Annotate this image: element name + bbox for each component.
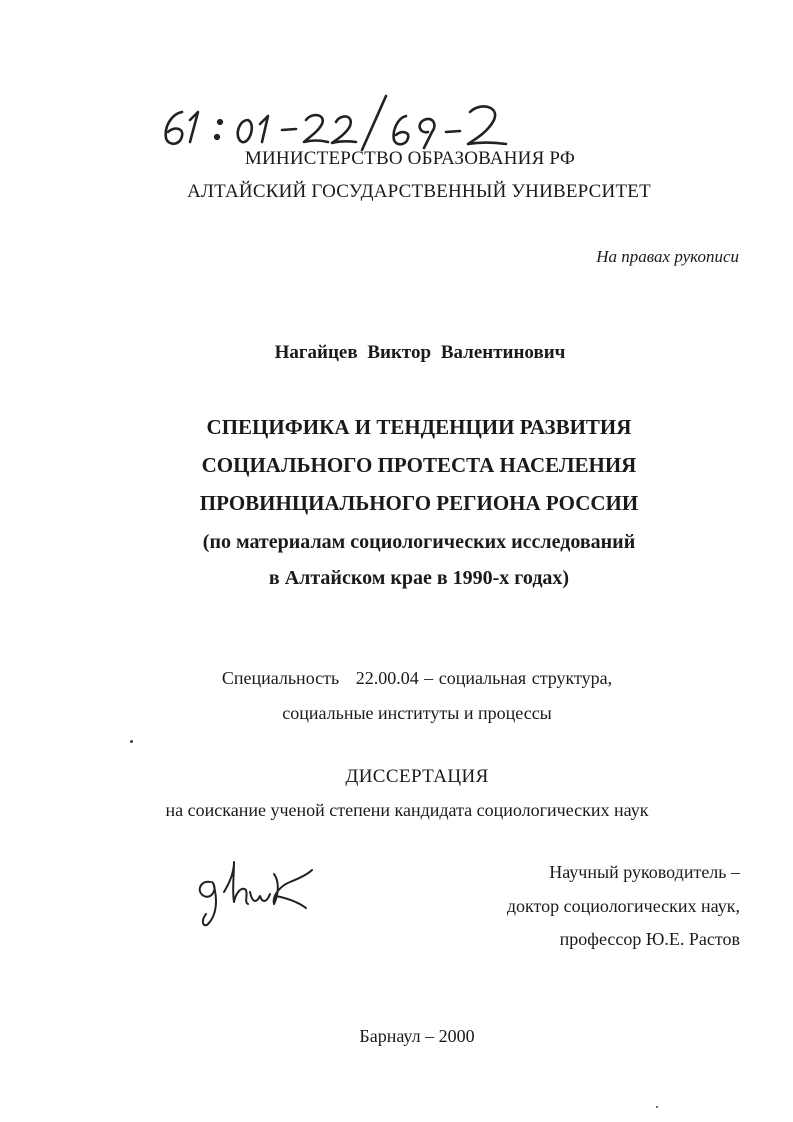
handwritten-signature: [190, 852, 315, 932]
supervisor-degree: доктор социологических наук,: [506, 896, 740, 916]
title-line-1: СПЕЦИФИКА И ТЕНДЕНЦИИ РАЗВИТИЯ: [206, 415, 632, 439]
title-line-2: СОЦИАЛЬНОГО ПРОТЕСТА НАСЕЛЕНИЯ: [201, 453, 637, 477]
subtitle-line-2: в Алтайском крае в 1990-х годах): [268, 567, 570, 589]
supervisor-name: профессор Ю.Е. Растов: [559, 929, 740, 949]
manuscript-rights-note: На правах рукописи: [596, 247, 739, 266]
specialty-line-2: социальные институты и процессы: [282, 703, 552, 723]
document-type-label: ДИССЕРТАЦИЯ: [345, 766, 489, 787]
subtitle-line-1: (по материалам социологических исследований: [202, 531, 636, 553]
degree-statement: на соискание ученой степени кандидата социологических наук: [165, 800, 649, 820]
author-name: Нагайцев Виктор Валентинович: [274, 342, 566, 363]
ministry-name: МИНИСТЕРСТВО ОБРАЗОВАНИЯ РФ: [244, 148, 576, 169]
university-name: АЛТАЙСКИЙ ГОСУДАРСТВЕННЫЙ УНИВЕРСИТЕТ: [187, 181, 651, 202]
title-line-3: ПРОВИНЦИАЛЬНОГО РЕГИОНА РОССИИ: [199, 491, 639, 515]
paper-speck: [130, 740, 133, 743]
specialty-line-1: Специальность 22.00.04 – социальная структура,: [221, 668, 613, 688]
city-and-year: Барнаул – 2000: [359, 1026, 475, 1046]
supervisor-role: Научный руководитель –: [549, 862, 740, 882]
handwritten-archive-code: [150, 90, 530, 152]
paper-speck: [656, 1106, 658, 1108]
